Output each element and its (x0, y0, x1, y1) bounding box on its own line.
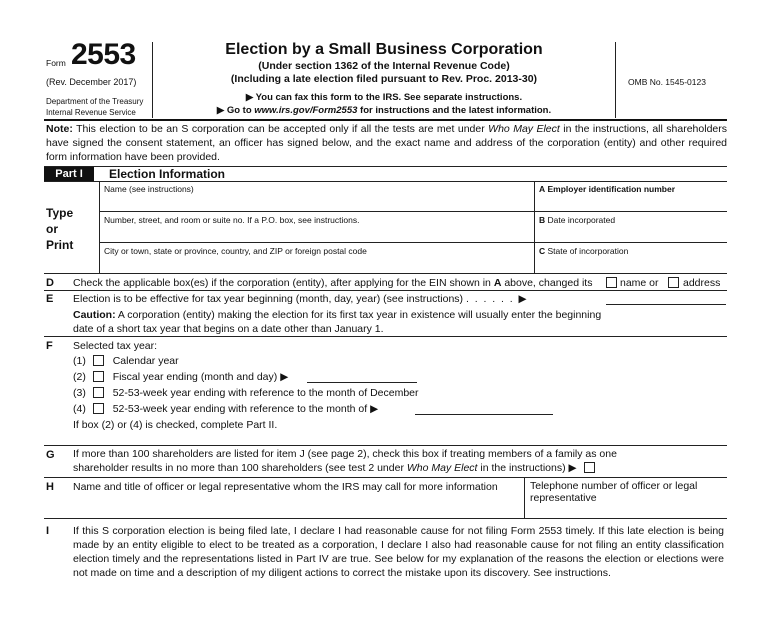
address-changed-checkbox[interactable] (668, 277, 679, 288)
form-word: Form (46, 58, 66, 68)
family-shareholder-checkbox[interactable] (584, 462, 595, 473)
fiscal-year-end-field[interactable] (307, 382, 417, 383)
address-changed-label: address (683, 277, 721, 289)
name-changed-checkbox[interactable] (606, 277, 617, 288)
ein-field[interactable]: A Employer identification number (539, 184, 676, 194)
line-g-text: If more than 100 shareholders are listed for item J (see page 2), check this box if treating members of a family as one shareholder results in no more than 100 shareholders (see test 2 under Who May Elect in the instructions) ▶ (73, 448, 617, 474)
omb-number: OMB No. 1545-0123 (628, 77, 706, 87)
line-i-text: If this S corporation election is being filed late, I declare I had reasonable cause for not filing Form 2553 timely. If this late election is being made by an entity eligible to elect to be treated as a corporation, I declare I also had reasonable cause for not filing an entity classification election timely and the representations listed in Part IV are true. See below for my explanation of the reasons the election or elections were not made on time and a description of my diligent actions to correct the mistake upon its discovery. See instructions. (73, 525, 724, 579)
52-53-week-december-checkbox[interactable] (93, 387, 104, 398)
52-53-week-month-field[interactable] (415, 414, 553, 415)
dept-line-2: Internal Revenue Service (46, 108, 136, 117)
street-field[interactable]: Number, street, and room or suite no. If a P.O. box, see instructions. (104, 215, 360, 225)
date-incorporated-field[interactable]: B Date incorporated (539, 215, 616, 225)
part-1-tag: Part I (44, 167, 94, 181)
tax-year-option-3[interactable]: (3) 52-53-week year ending with reference to the month of December (73, 387, 419, 399)
tax-year-option-4[interactable]: (4) 52-53-week year ending with reference to the month of ▶ (73, 403, 379, 415)
part-1-title: Election Information (109, 167, 226, 181)
state-incorporation-field[interactable]: C State of incorporation (539, 246, 629, 256)
line-d-text: Check the applicable box(es) if the corporation (entity), after applying for the EIN shown in A above, changed its (73, 277, 593, 289)
tax-year-option-1[interactable]: (1) Calendar year (73, 355, 179, 367)
caution-text: Caution: A corporation (entity) making the election for its first tax year in existence will usually enter the beginning date of a short tax year that begins on a date other than January 1. (73, 309, 602, 335)
name-field[interactable]: Name (see instructions) (104, 184, 194, 194)
tax-year-option-2[interactable]: (2) Fiscal year ending (month and day) ▶ (73, 371, 289, 383)
line-f-letter: F (46, 340, 53, 352)
52-53-week-other-checkbox[interactable] (93, 403, 104, 414)
city-field[interactable]: City or town, state or province, country, and ZIP or foreign postal code (104, 246, 367, 256)
website-instruction: ▶ Go to www.irs.gov/Form2553 for instructions and the latest information. (216, 105, 552, 116)
phone-field[interactable]: Telephone number of officer or legal representative (530, 480, 698, 504)
line-e-text: Election is to be effective for tax year beginning (month, day, year) (see instructions) . . . . . . ▶ (73, 293, 527, 305)
name-changed-label: name or (620, 277, 659, 289)
line-h-letter: H (46, 481, 54, 493)
dept-line-1: Department of the Treasury (46, 97, 144, 106)
effective-date-field[interactable] (606, 304, 726, 305)
form-subtitle-2: (Including a late election filed pursuant to Rev. Proc. 2013-30) (230, 73, 538, 85)
line-i-letter: I (46, 525, 50, 537)
line-e-letter: E (46, 293, 54, 305)
calendar-year-checkbox[interactable] (93, 355, 104, 366)
line-h-text: Name and title of officer or legal representative whom the IRS may call for more information (73, 481, 498, 493)
officer-name-field[interactable] (73, 494, 521, 516)
type-or-print-label: Type or Print (46, 206, 74, 252)
form-subtitle-1: (Under section 1362 of the Internal Revenue Code) (258, 60, 510, 72)
fax-instruction: ▶ You can fax this form to the IRS. See separate instructions. (245, 92, 523, 103)
irs-link[interactable]: www.irs.gov/Form2553 (254, 105, 358, 116)
part-2-note: If box (2) or (4) is checked, complete Part II. (73, 419, 278, 431)
form-number: 2553 (71, 38, 136, 71)
fiscal-year-checkbox[interactable] (93, 371, 104, 382)
form-title: Election by a Small Business Corporation (225, 41, 543, 58)
line-f-text: Selected tax year: (73, 340, 158, 352)
revision-date: (Rev. December 2017) (46, 77, 137, 87)
line-g-letter: G (46, 449, 55, 461)
note-paragraph: Note: This election to be an S corporation can be accepted only if all the tests are met under Who May Elect in the instructions, all shareholders have signed the consent statement, an officer has signed below, and the exact name and address of the corporation (entity) and other required form information have been provided. (46, 123, 727, 163)
line-d-letter: D (46, 277, 54, 289)
